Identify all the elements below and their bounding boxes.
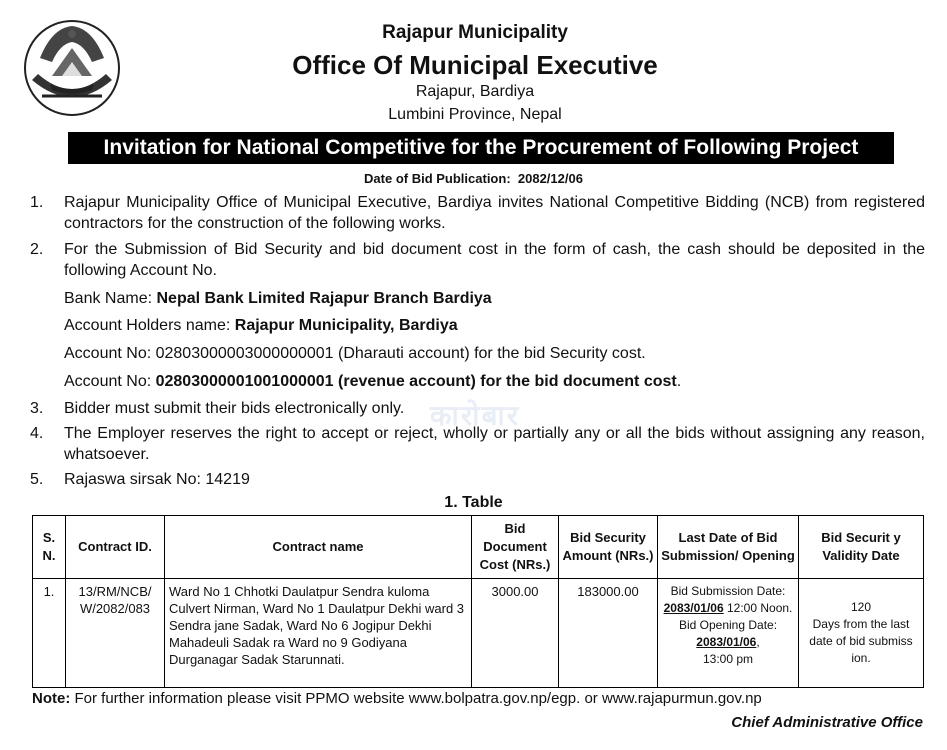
address-line-2: Lumbini Province, Nepal <box>388 106 562 123</box>
header-contract-id: Contract ID. <box>66 516 165 579</box>
cell-doc-cost: 3000.00 <box>472 579 559 688</box>
cell-security-amount: 183000.00 <box>559 579 658 688</box>
cell-validity <box>799 579 924 688</box>
nepal-emblem-icon <box>22 18 122 118</box>
header-validity: Bid Securit y Validity Date <box>799 516 924 579</box>
item-number: 5. <box>30 471 44 488</box>
office-title: Office Of Municipal Executive <box>292 50 658 80</box>
security-account-label: Account No: <box>64 345 152 362</box>
footer-note <box>32 690 762 707</box>
bank-name-label: Bank Name: <box>64 290 153 307</box>
table-header-row <box>33 516 924 579</box>
item-number: 1. <box>30 194 44 211</box>
submission-datetime <box>662 600 794 617</box>
item-number: 4. <box>30 425 44 442</box>
opening-time: 13:00 pm <box>702 652 754 666</box>
item-number: 2. <box>30 241 44 258</box>
bank-name-value: Nepal Bank Limited Rajapur Branch Bardiya <box>156 290 492 307</box>
note-text: For further information please visit PPMO website www.bolpatra.gov.np/egp. or www.rajapurmun.gov.np <box>74 690 762 707</box>
watermark: कारोबार <box>430 400 521 431</box>
submission-time: 12:00 Noon. <box>727 601 793 615</box>
revenue-account-value: 02803000001001000001 (revenue account) for the bid document cost <box>155 373 677 390</box>
opening-date-line <box>662 634 794 651</box>
notice-banner: Invitation for National Competitive for the Procurement of Following Project <box>68 132 894 164</box>
address-line-1: Rajapur, Bardiya <box>415 83 535 100</box>
bank-name-line <box>64 288 492 309</box>
publication-date-label: Date of Bid Publication: <box>364 171 511 186</box>
account-holder-label: Account Holders name: <box>64 317 231 334</box>
submission-label: Bid Submission Date: <box>670 584 786 598</box>
cell-last-date <box>658 579 799 688</box>
cell-contract-id: 13/RM/NCB/ W/2082/083 <box>66 579 165 688</box>
table-title: 1. Table <box>444 494 503 511</box>
account-holder-value: Rajapur Municipality, Bardiya <box>234 317 458 334</box>
header-sn: S. N. <box>33 516 66 579</box>
header-last-date: Last Date of Bid Submission/ Opening <box>658 516 799 579</box>
validity-text: Days from the last date of bid submiss ion. <box>809 617 913 665</box>
revenue-account-end: . <box>676 373 682 390</box>
item-text: The Employer reserves the right to accept or reject, wholly or partially any or all the bids without assigning any reason, whatsoever. <box>64 425 925 463</box>
opening-date: 2083/01/06 <box>696 635 757 649</box>
item-text: For the Submission of Bid Security and bid document cost in the form of cash, the cash should be deposited in the following Account No. <box>64 241 925 279</box>
submission-date: 2083/01/06 <box>663 601 724 615</box>
item-text: Bidder must submit their bids electronically only. <box>64 400 405 417</box>
header-security-amount: Bid Security Amount (NRs.) <box>559 516 658 579</box>
revenue-account-line <box>64 371 681 392</box>
security-account-line <box>64 343 646 364</box>
header-contract-name: Contract name <box>165 516 472 579</box>
account-holder-line <box>64 315 458 336</box>
header-doc-cost: Bid Document Cost (NRs.) <box>472 516 559 579</box>
publication-date-value: 2082/12/06 <box>517 171 583 186</box>
item-text: Rajaswa sirsak No: 14219 <box>64 471 250 488</box>
opening-separator: , <box>756 635 760 649</box>
item-text: Rajapur Municipality Office of Municipal Executive, Bardiya invites National Competitive Bidding (NCB) from registered contractors for the construction of the following works. <box>64 194 925 232</box>
cell-contract-name: Ward No 1 Chhotki Daulatpur Sendra kuloma Culvert Nirman, Ward No 1 Daulatpur Dekhi ward 3 Sendra jane Sadak, Ward No 6 Jogipur Dekhi Mahadeuli Sadak ra Ward no 9 Godiyana Durganagar Sadak Starunnati. <box>165 579 472 688</box>
table-row <box>33 579 924 688</box>
item-number: 3. <box>30 400 44 417</box>
note-label: Note: <box>32 690 71 707</box>
publication-date <box>0 171 947 186</box>
opening-label: Bid Opening Date: <box>678 618 778 632</box>
cell-sn: 1. <box>33 579 66 688</box>
org-name: Rajapur Municipality <box>382 22 568 43</box>
security-account-value: 02803000003000000001 (Dharauti account) for the bid Security cost. <box>155 345 646 362</box>
bid-table <box>32 515 924 688</box>
signature: Chief Administrative Office <box>731 714 923 731</box>
revenue-account-label: Account No: <box>64 373 152 390</box>
validity-days: 120 <box>850 600 872 614</box>
